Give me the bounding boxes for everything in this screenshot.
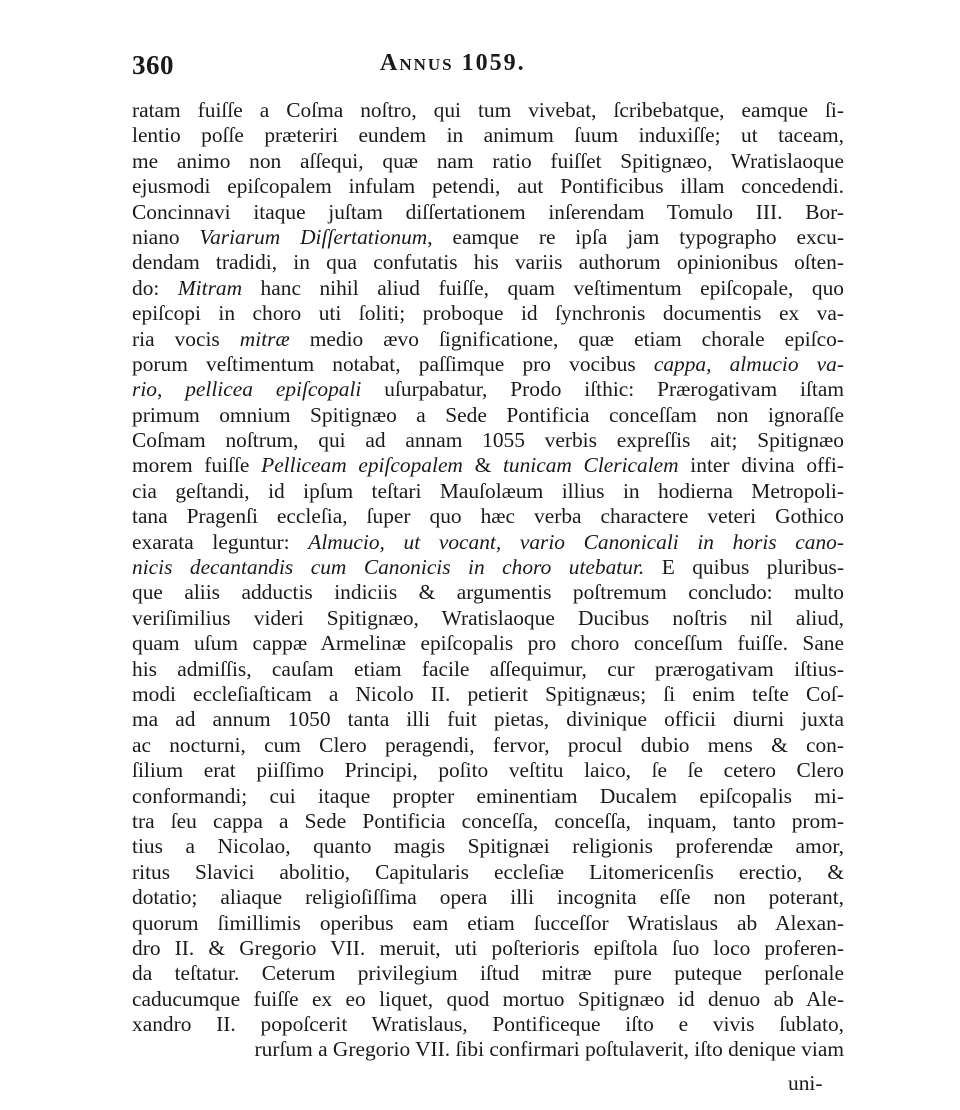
text-line <box>132 758 844 783</box>
text-segment: morem fuiſſe <box>132 453 262 478</box>
text-line <box>132 860 844 885</box>
text-line <box>132 606 844 631</box>
text-segment: ejusmodi epiſcopalem infulam petendi, aut Pontificibus illam concedendi. <box>132 174 844 199</box>
text-line <box>132 352 844 377</box>
text-segment: modi eccleſiaſticam a Nicolo II. petierit Spitignæus; ſi enim teſte Coſ- <box>132 681 844 706</box>
text-line <box>132 123 844 148</box>
text-line <box>132 555 844 580</box>
text-line <box>132 580 844 605</box>
text-line <box>132 428 844 453</box>
text-segment: xandro II. popoſcerit Wratislaus, Pontificeque iſto e vivis ſublato, <box>132 1012 844 1037</box>
text-line <box>132 657 844 682</box>
text-line <box>132 479 844 504</box>
text-line <box>132 784 844 809</box>
italic-text: rio, pellicea epiſcopali <box>132 377 362 402</box>
text-line <box>132 403 844 428</box>
text-segment: veriſimilius videri Spitignæo, Wratislaoque Ducibus noſtris nil aliud, <box>132 605 844 630</box>
text-line <box>132 225 844 250</box>
text-line <box>132 276 844 301</box>
text-line <box>132 885 844 910</box>
text-segment: do: <box>132 275 178 300</box>
text-line <box>132 98 844 123</box>
catchword: uni- <box>788 1071 823 1095</box>
text-line <box>132 936 844 961</box>
text-segment: niano <box>132 224 200 249</box>
text-segment: ratam fuiſſe a Coſma noſtro, qui tum vivebat, ſcribebatque, eamque ſi- <box>132 98 844 122</box>
text-segment: ritus Slavici abolitio, Capitularis eccleſiæ Litomericenſis erectio, & <box>132 859 844 884</box>
text-line <box>132 377 844 402</box>
text-segment: inter divina offi- <box>678 453 844 478</box>
text-segment: primum omnium Spitignæo a Sede Pontificia conceſſam non ignoraſſe <box>132 402 844 427</box>
text-segment: lentio poſſe præteriri eundem in animum ſuum induxiſſe; ut taceam, <box>132 123 844 148</box>
text-line <box>132 1037 844 1062</box>
text-segment: dendam tradidi, in qua confutatis his variis authorum opinionibus oſten- <box>132 250 844 275</box>
text-segment: quam uſum cappæ Armelinæ epiſcopalis pro choro conceſſum fuiſſe. Sane <box>132 631 844 656</box>
text-segment: dotatio; aliaque religioſiſſima opera illi incognita eſſe non poterant, <box>132 885 844 910</box>
text-segment: ſilium erat piiſſimo Principi, poſito veſtitu laico, ſe ſe cetero Clero <box>132 758 844 783</box>
text-line <box>132 250 844 275</box>
text-line <box>132 631 844 656</box>
text-line <box>132 530 844 555</box>
italic-text: Almucio, ut vocant, vario Canonicali in horis cano- <box>308 529 844 554</box>
text-segment: quorum ſimillimis operibus eam etiam ſucceſſor Wratislaus ab Alexan- <box>132 910 844 935</box>
italic-text: Pelliceam epiſcopalem <box>261 453 463 478</box>
text-segment: medio ævo ſignificatione, quæ etiam chorale epiſco- <box>289 326 844 351</box>
text-segment: da teſtatur. Ceterum privilegium iſtud mitræ pure puteque perſonale <box>132 961 844 986</box>
text-segment: & <box>462 453 503 478</box>
text-line <box>132 911 844 936</box>
text-segment: cia geſtandi, id ipſum teſtari Mauſolæum illius in hodierna Metropoli- <box>132 478 844 503</box>
text-line <box>132 682 844 707</box>
text-line <box>132 733 844 758</box>
text-segment: tana Pragenſi eccleſia, ſuper quo hæc verba charactere veteri Gothico <box>132 504 844 529</box>
italic-text: Variarum Diſſertationum <box>199 224 428 249</box>
text-segment: ria vocis <box>132 326 240 351</box>
text-segment: me animo non aſſequi, quæ nam ratio fuiſſet Spitignæo, Wratislaoque <box>132 148 844 173</box>
text-line <box>132 809 844 834</box>
text-segment: tius a Nicolao, quanto magis Spitignæi religionis proferendæ amor, <box>132 834 844 859</box>
text-line <box>132 707 844 732</box>
text-segment: dro II. & Gregorio VII. meruit, uti poſterioris epiſtola ſuo loco proferen- <box>132 935 844 960</box>
text-line <box>132 961 844 986</box>
text-segment: , eamque re ipſa jam typographo excu- <box>427 224 844 249</box>
text-segment: ac nocturni, cum Clero peragendi, fervor, procul dubio mens & con- <box>132 732 844 757</box>
text-segment: que aliis adductis indiciis & argumentis poſtremum concludo: multo <box>132 580 844 605</box>
text-line <box>132 301 844 326</box>
text-segment: caducumque fuiſſe ex eo liquet, quod mortuo Spitignæo id denuo ab Ale- <box>132 986 844 1011</box>
text-line <box>132 504 844 529</box>
text-segment: porum veſtimentum notabat, paſſimque pro vocibus <box>132 351 654 376</box>
text-line <box>132 987 844 1012</box>
text-segment: epiſcopi in choro uti ſoliti; proboque id ſynchronis documentis ex va- <box>132 301 844 326</box>
text-segment: Coſmam noſtrum, qui ad annam 1055 verbis expreſſis ait; Spitignæo <box>132 428 844 453</box>
text-segment: E quibus pluribus- <box>644 555 844 580</box>
running-head: Annus 1059. <box>380 50 526 76</box>
page-number: 360 <box>132 50 174 80</box>
text-segment: exarata leguntur: <box>132 529 309 554</box>
italic-text: mitræ <box>239 326 290 351</box>
italic-text: nicis decantandis cum Canonicis in choro utebatur. <box>132 555 645 580</box>
text-line <box>132 200 844 225</box>
text-segment: rurſum a Gregorio VII. ſibi confirmari poſtulaverit, iſto denique viam <box>254 1037 844 1062</box>
text-segment: Concinnavi itaque juſtam diſſertationem inſerendam Tomulo III. Bor- <box>132 199 844 224</box>
body-text <box>132 98 844 1063</box>
text-segment: tra ſeu cappa a Sede Pontificia conceſſa, conceſſa, inquam, tanto prom- <box>132 808 844 833</box>
text-line <box>132 327 844 352</box>
text-segment: his admiſſis, cauſam etiam facile aſſequimur, cur prærogativam iſtius- <box>132 656 844 681</box>
italic-text: Mitram <box>177 275 243 300</box>
page-header <box>132 50 844 90</box>
italic-text: cappa, almucio va- <box>653 351 844 376</box>
text-line <box>132 174 844 199</box>
text-line <box>132 149 844 174</box>
text-line <box>132 453 844 478</box>
text-line <box>132 1012 844 1037</box>
italic-text: tunicam Clericalem <box>502 453 679 478</box>
text-segment: hanc nihil aliud fuiſſe, quam veſtimentum epiſcopale, quo <box>242 275 844 300</box>
text-segment: uſurpabatur, Prodo iſthic: Prærogativam iſtam <box>361 377 844 402</box>
text-line <box>132 834 844 859</box>
text-segment: conformandi; cui itaque propter eminentiam Ducalem epiſcopalis mi- <box>132 783 844 808</box>
text-segment: ma ad annum 1050 tanta illi fuit pietas, divinique officii diurni juxta <box>132 707 844 732</box>
